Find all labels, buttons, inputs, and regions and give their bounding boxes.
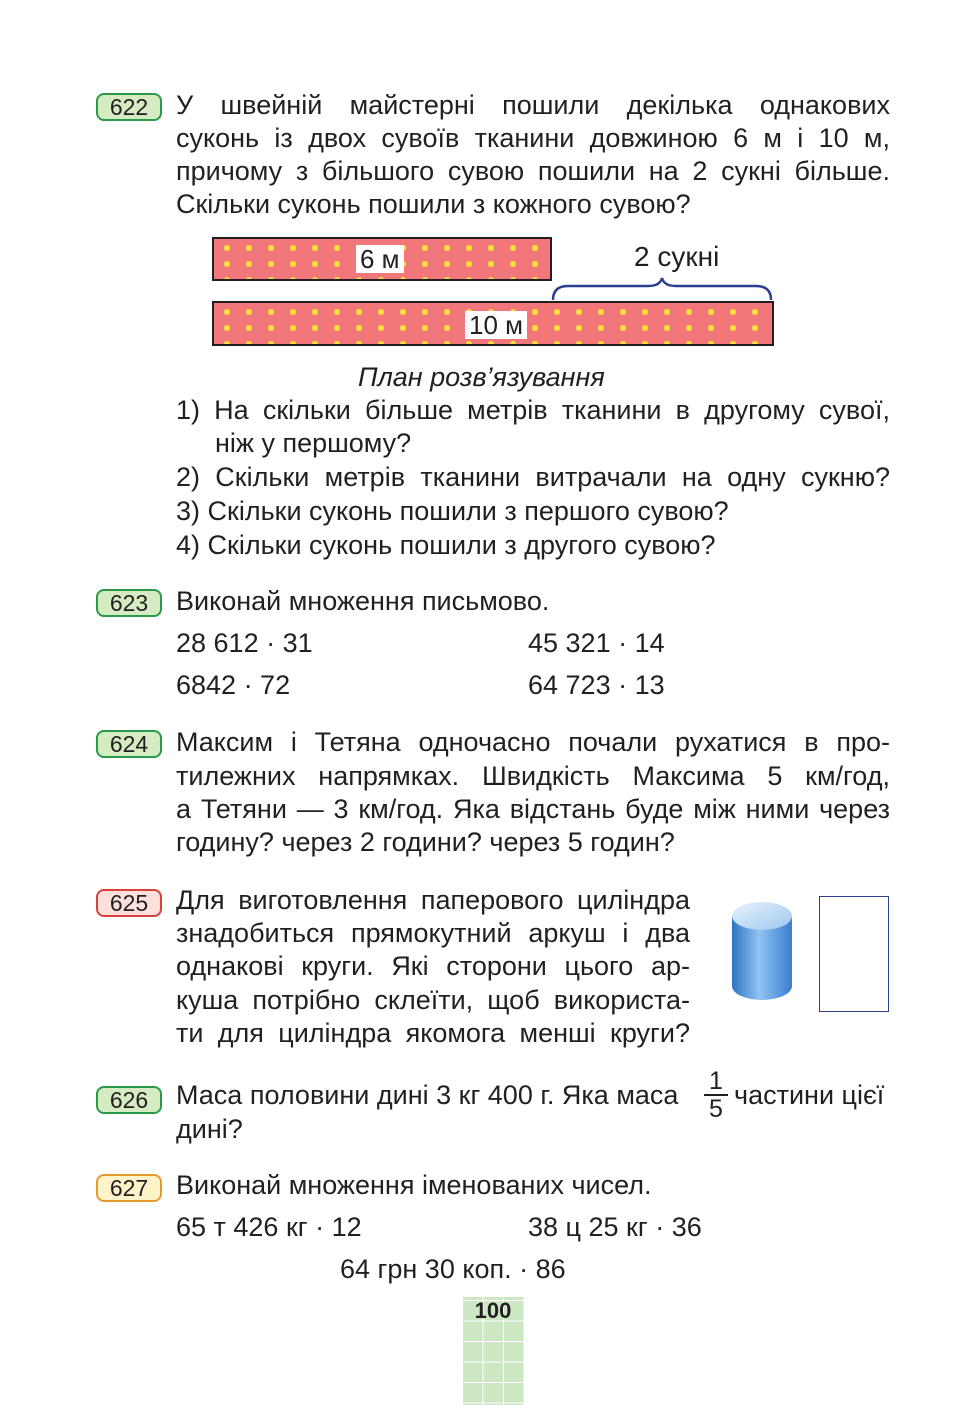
problem-622-line-2: суконь із двох сувоїв тканини довжиною 6 м і 10 м,	[176, 123, 890, 153]
plan-title: План розв’язування	[358, 362, 605, 392]
brace-label: 2 сукні	[634, 241, 720, 272]
plan-item-1: 1) На скільки більше метрів тканини в другому сувої,	[176, 395, 890, 425]
plan-item-2: 2) Скільки метрів тканини витрачали на одну сукню?	[176, 462, 890, 492]
page-number: 100	[474, 1298, 512, 1323]
problem-625-line-3: однакові круги. Які сторони цього ар-	[176, 951, 690, 981]
problem-625-line-5: ти для циліндра якомога менші круги?	[176, 1018, 690, 1048]
problem-number-623: 623	[96, 589, 162, 617]
problem-625-line-4: куша потрібно склеїти, щоб використа-	[176, 985, 690, 1015]
problem-626-line-2: дині?	[176, 1114, 243, 1144]
problem-623-title: Виконай множення письмово.	[176, 586, 550, 616]
expression: 64 723 · 13	[528, 670, 665, 700]
problem-627-title: Виконай множення іменованих чисел.	[176, 1170, 652, 1200]
plan-item-4: 4) Скільки суконь пошили з другого сувою?	[176, 530, 716, 560]
problem-622-line-4: Скільки суконь пошили з кожного сувою?	[176, 189, 691, 219]
expression: 45 321 · 14	[528, 628, 665, 658]
problem-626-text-before-fraction: Маса половини дині 3 кг 400 г. Яка маса	[176, 1080, 679, 1110]
fabric-roll-short-label: 6 м	[356, 245, 404, 273]
fraction-denominator: 5	[709, 1095, 723, 1123]
expression: 65 т 426 кг · 12	[176, 1212, 362, 1242]
problem-number-625: 625	[96, 889, 162, 917]
problem-622-line-3: причому з більшого сувою пошили на 2 сукні більше.	[176, 156, 890, 186]
problem-624-line-2: тилежних напрямках. Швидкість Максима 5 км/год,	[176, 761, 890, 791]
brace-icon	[548, 276, 778, 302]
expression: 38 ц 25 кг · 36	[528, 1212, 702, 1242]
problem-626-text-after-fraction: частини цієї	[734, 1080, 885, 1110]
fraction-numerator: 1	[704, 1068, 728, 1096]
expression: 64 грн 30 коп. · 86	[340, 1254, 566, 1284]
problem-624-line-4: годину? через 2 години? через 5 годин?	[176, 827, 675, 857]
plan-item-3: 3) Скільки суконь пошили з першого сувою?	[176, 496, 729, 526]
problem-number-624: 624	[96, 730, 162, 758]
plan-item-1-continued: ніж у першому?	[215, 428, 412, 458]
problem-number-627: 627	[96, 1174, 162, 1202]
expression: 6842 · 72	[176, 670, 291, 700]
problem-622-line-1: У швейній майстерні пошили декілька однакових	[176, 90, 890, 120]
problem-624-line-3: а Тетяни — 3 км/год. Яка відстань буде між ними через	[176, 794, 890, 824]
fraction	[704, 1068, 728, 1122]
problem-number-622: 622	[96, 93, 162, 121]
cylinder-icon	[730, 898, 794, 1004]
problem-625-line-1: Для виготовлення паперового циліндра	[176, 885, 690, 915]
problem-625-line-2: знадобиться прямокутний аркуш і два	[176, 918, 690, 948]
problem-624-line-1: Максим і Тетяна одночасно почали рухатися в про-	[176, 727, 890, 757]
rectangle-sheet-icon	[819, 896, 889, 1012]
expression: 28 612 · 31	[176, 628, 313, 658]
problem-number-626: 626	[96, 1086, 162, 1114]
fabric-roll-long-label: 10 м	[465, 311, 527, 339]
